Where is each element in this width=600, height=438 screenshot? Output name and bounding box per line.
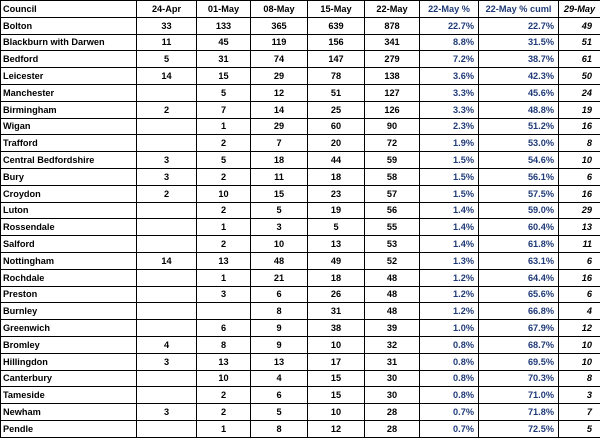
table-row (1, 101, 600, 118)
header-row (1, 1, 600, 18)
cell-29-may: 24 (559, 84, 600, 101)
cell-01-may (197, 303, 251, 320)
cell-08-may: 29 (251, 118, 308, 135)
cell-15-may: 23 (308, 185, 365, 202)
cell-22-may: 59 (365, 152, 420, 169)
cell-24-apr (137, 135, 197, 152)
cell-15-may: 15 (308, 370, 365, 387)
cell-22-may: 127 (365, 84, 420, 101)
table-row (1, 68, 600, 85)
cell-29-may: 10 (559, 152, 600, 169)
cell-01-may: 13 (197, 252, 251, 269)
cell-15-may: 10 (308, 404, 365, 421)
cell-22-may: 52 (365, 252, 420, 269)
cell-24-apr: 14 (137, 252, 197, 269)
cell-08-may: 12 (251, 84, 308, 101)
cell-01-may: 6 (197, 320, 251, 337)
cell-22-may-pct-cuml: 70.3% (479, 370, 559, 387)
cell-22-may-pct-cuml: 61.8% (479, 236, 559, 253)
cell-08-may: 18 (251, 152, 308, 169)
table-row (1, 269, 600, 286)
cell-01-may: 45 (197, 34, 251, 51)
cell-08-may: 6 (251, 387, 308, 404)
cell-29-may: 50 (559, 68, 600, 85)
cell-29-may: 8 (559, 135, 600, 152)
cell-council: Bedford (1, 51, 137, 68)
cell-01-may: 1 (197, 118, 251, 135)
cell-22-may-pct: 1.9% (420, 135, 479, 152)
cell-08-may: 74 (251, 51, 308, 68)
cell-08-may: 9 (251, 320, 308, 337)
cell-22-may-pct-cuml: 48.8% (479, 101, 559, 118)
cell-council: Newham (1, 404, 137, 421)
cell-24-apr (137, 269, 197, 286)
cell-08-may: 10 (251, 236, 308, 253)
cell-08-may: 13 (251, 353, 308, 370)
cell-15-may: 60 (308, 118, 365, 135)
cell-24-apr: 2 (137, 101, 197, 118)
cell-council: Bromley (1, 336, 137, 353)
cell-08-may: 5 (251, 404, 308, 421)
cell-council: Canterbury (1, 370, 137, 387)
cell-22-may-pct-cuml: 59.0% (479, 202, 559, 219)
cell-24-apr (137, 84, 197, 101)
cell-22-may-pct-cuml: 66.8% (479, 303, 559, 320)
cell-15-may: 31 (308, 303, 365, 320)
cell-29-may: 61 (559, 51, 600, 68)
cell-22-may-pct: 22.7% (420, 17, 479, 34)
table-row (1, 336, 600, 353)
cell-22-may: 341 (365, 34, 420, 51)
cell-08-may: 29 (251, 68, 308, 85)
cell-08-may: 4 (251, 370, 308, 387)
cell-15-may: 26 (308, 286, 365, 303)
table-row (1, 404, 600, 421)
table-row (1, 303, 600, 320)
cell-22-may: 58 (365, 168, 420, 185)
cell-15-may: 18 (308, 168, 365, 185)
cell-01-may: 1 (197, 420, 251, 437)
cell-22-may: 279 (365, 51, 420, 68)
cell-council: Hillingdon (1, 353, 137, 370)
cell-08-may: 3 (251, 219, 308, 236)
table-row (1, 84, 600, 101)
cell-24-apr: 5 (137, 51, 197, 68)
cell-22-may-pct-cuml: 67.9% (479, 320, 559, 337)
cell-29-may: 5 (559, 420, 600, 437)
cell-29-may: 6 (559, 286, 600, 303)
cell-29-may: 49 (559, 17, 600, 34)
cell-22-may: 57 (365, 185, 420, 202)
cell-council: Luton (1, 202, 137, 219)
table-row (1, 135, 600, 152)
cell-22-may-pct-cuml: 69.5% (479, 353, 559, 370)
cell-29-may: 19 (559, 101, 600, 118)
cell-22-may: 55 (365, 219, 420, 236)
cell-29-may: 11 (559, 236, 600, 253)
header-15-may: 15-May (308, 1, 365, 18)
cell-29-may: 7 (559, 404, 600, 421)
cell-29-may: 16 (559, 118, 600, 135)
cell-01-may: 5 (197, 152, 251, 169)
cell-22-may-pct: 1.5% (420, 185, 479, 202)
cell-29-may: 51 (559, 34, 600, 51)
cell-01-may: 31 (197, 51, 251, 68)
cell-08-may: 119 (251, 34, 308, 51)
cell-15-may: 51 (308, 84, 365, 101)
cell-24-apr: 3 (137, 404, 197, 421)
cell-24-apr: 33 (137, 17, 197, 34)
cell-29-may: 6 (559, 252, 600, 269)
cell-15-may: 12 (308, 420, 365, 437)
cell-24-apr: 14 (137, 68, 197, 85)
cell-22-may-pct: 3.3% (420, 84, 479, 101)
cell-22-may-pct: 1.4% (420, 219, 479, 236)
cell-22-may-pct: 1.3% (420, 252, 479, 269)
cell-01-may: 2 (197, 135, 251, 152)
cell-22-may: 28 (365, 404, 420, 421)
header-council: Council (1, 1, 137, 18)
cell-15-may: 639 (308, 17, 365, 34)
cell-council: Rossendale (1, 219, 137, 236)
cell-24-apr: 3 (137, 353, 197, 370)
cell-08-may: 8 (251, 303, 308, 320)
cell-29-may: 16 (559, 269, 600, 286)
cell-council: Wigan (1, 118, 137, 135)
cell-22-may-pct-cuml: 72.5% (479, 420, 559, 437)
cell-01-may: 2 (197, 236, 251, 253)
table-row (1, 202, 600, 219)
cell-15-may: 147 (308, 51, 365, 68)
table-row (1, 17, 600, 34)
cell-08-may: 365 (251, 17, 308, 34)
cell-29-may: 10 (559, 336, 600, 353)
cell-council: Leicester (1, 68, 137, 85)
cell-council: Croydon (1, 185, 137, 202)
cell-22-may: 878 (365, 17, 420, 34)
cell-29-may: 12 (559, 320, 600, 337)
cell-council: Blackburn with Darwen (1, 34, 137, 51)
cell-24-apr: 4 (137, 336, 197, 353)
cell-24-apr: 11 (137, 34, 197, 51)
cell-08-may: 21 (251, 269, 308, 286)
cell-15-may: 19 (308, 202, 365, 219)
cell-29-may: 6 (559, 168, 600, 185)
cell-24-apr (137, 219, 197, 236)
table-row (1, 252, 600, 269)
header-22-may-pct: 22-May % (420, 1, 479, 18)
cell-22-may: 30 (365, 370, 420, 387)
cell-council: Greenwich (1, 320, 137, 337)
cell-22-may: 53 (365, 236, 420, 253)
cell-22-may: 138 (365, 68, 420, 85)
cell-council: Burnley (1, 303, 137, 320)
table-row (1, 236, 600, 253)
cell-29-may: 3 (559, 387, 600, 404)
cell-08-may: 15 (251, 185, 308, 202)
cell-22-may: 48 (365, 303, 420, 320)
cell-15-may: 156 (308, 34, 365, 51)
cell-01-may: 133 (197, 17, 251, 34)
cell-22-may-pct: 1.2% (420, 286, 479, 303)
cell-24-apr (137, 303, 197, 320)
cell-24-apr (137, 286, 197, 303)
cell-15-may: 38 (308, 320, 365, 337)
cell-council: Pendle (1, 420, 137, 437)
cell-22-may-pct: 0.8% (420, 336, 479, 353)
cell-15-may: 44 (308, 152, 365, 169)
cell-24-apr (137, 236, 197, 253)
cell-22-may-pct: 1.4% (420, 236, 479, 253)
cell-08-may: 48 (251, 252, 308, 269)
cell-22-may: 32 (365, 336, 420, 353)
cell-22-may-pct: 0.8% (420, 387, 479, 404)
cell-22-may-pct-cuml: 42.3% (479, 68, 559, 85)
cell-22-may: 90 (365, 118, 420, 135)
cell-council: Manchester (1, 84, 137, 101)
cell-24-apr (137, 202, 197, 219)
cell-15-may: 18 (308, 269, 365, 286)
cell-22-may-pct: 7.2% (420, 51, 479, 68)
cell-15-may: 20 (308, 135, 365, 152)
cell-24-apr (137, 387, 197, 404)
cell-15-may: 78 (308, 68, 365, 85)
cell-24-apr (137, 370, 197, 387)
cell-22-may-pct: 0.7% (420, 420, 479, 437)
cell-08-may: 9 (251, 336, 308, 353)
cell-council: Preston (1, 286, 137, 303)
cell-council: Birmingham (1, 101, 137, 118)
cell-24-apr (137, 420, 197, 437)
cell-22-may-pct: 1.2% (420, 269, 479, 286)
table-row (1, 387, 600, 404)
table-row (1, 320, 600, 337)
cell-08-may: 14 (251, 101, 308, 118)
cell-22-may-pct: 1.0% (420, 320, 479, 337)
cell-22-may-pct-cuml: 38.7% (479, 51, 559, 68)
table-row (1, 118, 600, 135)
cell-01-may: 8 (197, 336, 251, 353)
cell-22-may-pct-cuml: 22.7% (479, 17, 559, 34)
cell-29-may: 10 (559, 353, 600, 370)
cell-15-may: 17 (308, 353, 365, 370)
cell-council: Trafford (1, 135, 137, 152)
cell-29-may: 4 (559, 303, 600, 320)
cell-council: Rochdale (1, 269, 137, 286)
cell-08-may: 7 (251, 135, 308, 152)
header-24-apr: 24-Apr (137, 1, 197, 18)
cell-24-apr: 2 (137, 185, 197, 202)
cell-22-may-pct: 3.3% (420, 101, 479, 118)
cell-22-may-pct-cuml: 60.4% (479, 219, 559, 236)
cell-22-may-pct-cuml: 71.8% (479, 404, 559, 421)
cell-council: Nottingham (1, 252, 137, 269)
cell-22-may-pct-cuml: 51.2% (479, 118, 559, 135)
table-row (1, 353, 600, 370)
cell-22-may-pct: 0.7% (420, 404, 479, 421)
cell-22-may-pct-cuml: 65.6% (479, 286, 559, 303)
cell-22-may-pct-cuml: 53.0% (479, 135, 559, 152)
cell-22-may: 39 (365, 320, 420, 337)
cell-22-may: 72 (365, 135, 420, 152)
cell-29-may: 13 (559, 219, 600, 236)
cell-22-may: 30 (365, 387, 420, 404)
table-row (1, 286, 600, 303)
cell-22-may-pct: 0.8% (420, 353, 479, 370)
cell-24-apr (137, 320, 197, 337)
cell-01-may: 10 (197, 370, 251, 387)
cell-council: Tameside (1, 387, 137, 404)
cell-01-may: 2 (197, 404, 251, 421)
header-01-may: 01-May (197, 1, 251, 18)
cell-22-may-pct-cuml: 45.6% (479, 84, 559, 101)
header-22-may: 22-May (365, 1, 420, 18)
cell-01-may: 7 (197, 101, 251, 118)
table-row (1, 34, 600, 51)
table-row (1, 51, 600, 68)
cell-22-may-pct: 0.8% (420, 370, 479, 387)
cell-24-apr: 3 (137, 152, 197, 169)
cell-22-may-pct: 8.8% (420, 34, 479, 51)
table-row (1, 219, 600, 236)
cell-01-may: 3 (197, 286, 251, 303)
cell-15-may: 13 (308, 236, 365, 253)
cell-22-may-pct: 1.2% (420, 303, 479, 320)
cell-22-may-pct-cuml: 63.1% (479, 252, 559, 269)
cell-council: Bury (1, 168, 137, 185)
table-row (1, 152, 600, 169)
header-22-may-pct-cuml: 22-May % cuml (479, 1, 559, 18)
cell-01-may: 13 (197, 353, 251, 370)
cell-29-may: 16 (559, 185, 600, 202)
cell-08-may: 8 (251, 420, 308, 437)
cell-22-may-pct: 2.3% (420, 118, 479, 135)
cell-15-may: 25 (308, 101, 365, 118)
cell-council: Central Bedfordshire (1, 152, 137, 169)
cell-01-may: 2 (197, 387, 251, 404)
cell-15-may: 10 (308, 336, 365, 353)
cell-24-apr (137, 118, 197, 135)
cell-22-may-pct-cuml: 57.5% (479, 185, 559, 202)
cell-22-may-pct: 1.5% (420, 168, 479, 185)
cell-22-may: 31 (365, 353, 420, 370)
cell-22-may: 28 (365, 420, 420, 437)
header-29-may: 29-May (559, 1, 600, 18)
cell-01-may: 1 (197, 219, 251, 236)
cell-01-may: 2 (197, 168, 251, 185)
cell-15-may: 5 (308, 219, 365, 236)
cell-29-may: 29 (559, 202, 600, 219)
cell-08-may: 6 (251, 286, 308, 303)
cell-22-may-pct: 1.4% (420, 202, 479, 219)
cell-01-may: 10 (197, 185, 251, 202)
cell-01-may: 1 (197, 269, 251, 286)
cell-22-may-pct: 1.5% (420, 152, 479, 169)
cell-22-may: 126 (365, 101, 420, 118)
header-08-may: 08-May (251, 1, 308, 18)
cell-22-may: 48 (365, 286, 420, 303)
cell-22-may: 48 (365, 269, 420, 286)
cell-22-may-pct-cuml: 64.4% (479, 269, 559, 286)
cell-01-may: 15 (197, 68, 251, 85)
cell-01-may: 2 (197, 202, 251, 219)
cell-22-may-pct: 3.6% (420, 68, 479, 85)
cell-22-may-pct-cuml: 54.6% (479, 152, 559, 169)
cell-29-may: 8 (559, 370, 600, 387)
cell-council: Salford (1, 236, 137, 253)
table-row (1, 370, 600, 387)
cell-01-may: 5 (197, 84, 251, 101)
cell-22-may: 56 (365, 202, 420, 219)
cell-22-may-pct-cuml: 31.5% (479, 34, 559, 51)
cell-24-apr: 3 (137, 168, 197, 185)
cell-council: Bolton (1, 17, 137, 34)
cell-22-may-pct-cuml: 56.1% (479, 168, 559, 185)
cell-22-may-pct-cuml: 68.7% (479, 336, 559, 353)
cell-15-may: 15 (308, 387, 365, 404)
cell-08-may: 5 (251, 202, 308, 219)
cell-15-may: 49 (308, 252, 365, 269)
cell-22-may-pct-cuml: 71.0% (479, 387, 559, 404)
table-row (1, 420, 600, 437)
table-row (1, 185, 600, 202)
table-row (1, 168, 600, 185)
cell-08-may: 11 (251, 168, 308, 185)
